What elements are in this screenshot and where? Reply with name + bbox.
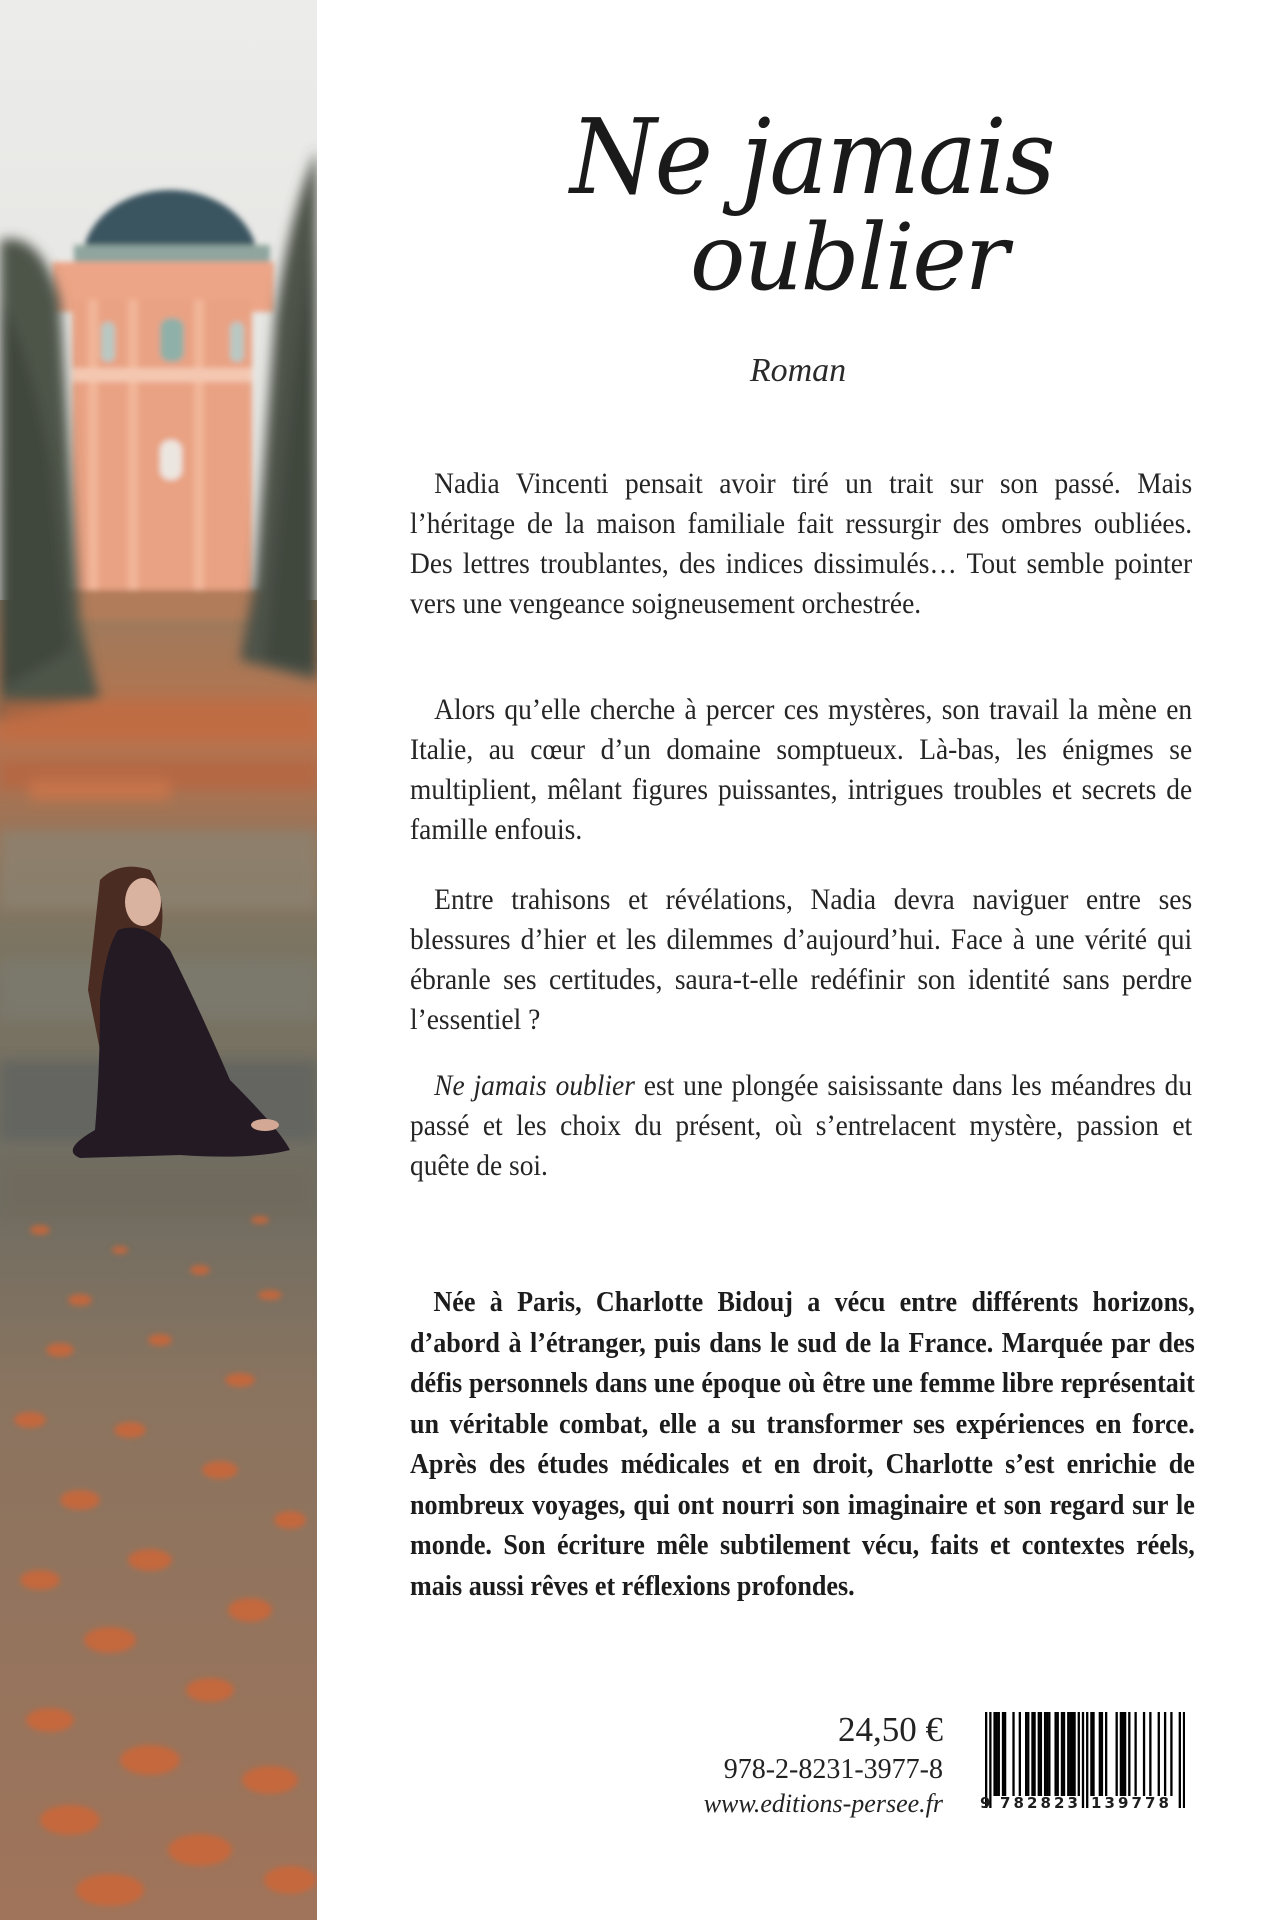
blurb-paragraph bbox=[410, 464, 1192, 624]
palace bbox=[52, 190, 274, 620]
barcode-bar bbox=[1073, 1712, 1075, 1796]
book-title-line2: oublier bbox=[690, 204, 1007, 311]
barcode-bar bbox=[1067, 1712, 1069, 1796]
barcode-bar bbox=[993, 1712, 995, 1796]
isbn: 978-2-8231-3977-8 bbox=[723, 1754, 943, 1785]
barcode-bar bbox=[998, 1712, 1000, 1796]
cover-photo bbox=[0, 0, 317, 1920]
barcode-bar bbox=[1164, 1712, 1166, 1796]
barcode-bar bbox=[1054, 1712, 1056, 1796]
barcode-bar bbox=[1061, 1712, 1063, 1796]
blurb-paragraph bbox=[410, 690, 1192, 850]
barcode-digit: 2 bbox=[1027, 1794, 1038, 1812]
barcode-bar bbox=[1090, 1712, 1092, 1796]
barcode-bar bbox=[1078, 1712, 1080, 1796]
barcode-digit: 7 bbox=[1000, 1794, 1011, 1812]
barcode-bar bbox=[1012, 1712, 1014, 1796]
barcode-bar bbox=[1040, 1712, 1042, 1796]
book-title-inline: Ne jamais oublier bbox=[434, 1070, 635, 1102]
barcode-digit: 9 bbox=[1118, 1794, 1129, 1812]
barcode-bar bbox=[1044, 1712, 1046, 1796]
barcode-digit: 3 bbox=[1067, 1794, 1078, 1812]
barcode-bar bbox=[1004, 1712, 1006, 1796]
barcode-bar bbox=[1170, 1712, 1172, 1796]
price: 24,50 € bbox=[838, 1710, 943, 1749]
barcode-digit: 3 bbox=[1104, 1794, 1115, 1812]
barcode-bar bbox=[1105, 1712, 1107, 1796]
book-title-line1: Ne jamais bbox=[570, 96, 1054, 218]
book-title bbox=[540, 96, 1060, 326]
barcode-digit: 8 bbox=[1040, 1794, 1051, 1812]
publisher-website: www.editions-persee.fr bbox=[703, 1789, 943, 1818]
barcode-digits bbox=[980, 1794, 1185, 1812]
author-bio: Née à Paris, Charlotte Bidouj a vécu entre différents horizons, d’abord à l’étranger, puis dans le sud de la France. Marquée par des défis personnels dans une époque où être une femme libre représentait un véritable combat, elle a su transformer ses expériences en force. Après des études médicales et en droit, Charlotte s’est enrichie de nombreux voyages, qui ont nourri son imaginaire et son regard sur le monde. Son écriture mêle subtilement vécu, faits et contextes réels, mais aussi rêves et réflexions profondes. bbox=[410, 1286, 1195, 1602]
barcode-bar bbox=[1071, 1712, 1073, 1796]
barcode-digit: 7 bbox=[1145, 1794, 1156, 1812]
barcode-bar bbox=[1124, 1712, 1126, 1796]
barcode-bar bbox=[1092, 1712, 1094, 1796]
blurb-text: Entre trahisons et révélations, Nadia devra naviguer entre ses blessures d’hier et les dilemmes d’aujourd’hui. Face à une vérité qui ébranle ses certitudes, saura-t-elle redéfinir son identité sans perdre l’essentiel ? bbox=[410, 884, 1193, 1036]
barcode-bar bbox=[1116, 1712, 1118, 1796]
barcode-bar bbox=[1025, 1712, 1027, 1796]
barcode-bar bbox=[1128, 1712, 1130, 1796]
barcode-bar bbox=[1134, 1712, 1136, 1796]
barcode-bar bbox=[1031, 1712, 1033, 1796]
barcode-bar bbox=[1069, 1712, 1071, 1796]
barcode-bar bbox=[1158, 1712, 1160, 1796]
barcode-bar bbox=[1101, 1712, 1103, 1796]
barcode-bar bbox=[1002, 1712, 1004, 1796]
barcode-digit: 2 bbox=[1054, 1794, 1065, 1812]
barcode-bar bbox=[1048, 1712, 1050, 1796]
barcode-bar bbox=[1099, 1712, 1101, 1796]
barcode-digit: 9 bbox=[980, 1794, 991, 1812]
barcode-bar bbox=[1143, 1712, 1145, 1796]
barcode-digit: 1 bbox=[1091, 1794, 1102, 1812]
barcode-bar bbox=[1149, 1712, 1151, 1796]
barcode-bar bbox=[1033, 1712, 1035, 1796]
barcode-digit: 8 bbox=[1013, 1794, 1024, 1812]
barcode-digit: 8 bbox=[1158, 1794, 1169, 1812]
barcode-bar bbox=[1038, 1712, 1040, 1796]
barcode-bar bbox=[1046, 1712, 1048, 1796]
blurb-text: est une plongée saisissante dans les méandres du passé et les choix du présent, où s’entrelacent mystère, passion et quête de soi. bbox=[410, 1070, 1193, 1182]
genre-label: Roman bbox=[749, 352, 847, 389]
barcode-digit: 7 bbox=[1131, 1794, 1142, 1812]
barcode-bar bbox=[1027, 1712, 1029, 1796]
barcode-bar bbox=[1019, 1712, 1021, 1796]
barcode-bar bbox=[996, 1712, 998, 1796]
blurb-text: Alors qu’elle cherche à percer ces mystères, son travail la mène en Italie, au cœur d’un domaine somptueux. Là-bas, les énigmes se multiplient, mêlant figures puissantes, intrigues troubles et secrets de famille enfouis. bbox=[410, 694, 1193, 846]
cover-photo-illustration bbox=[0, 0, 317, 1920]
barcode-bar bbox=[1120, 1712, 1122, 1796]
blurb-text: Nadia Vincenti pensait avoir tiré un trait sur son passé. Mais l’héritage de la maison familiale fait ressurgir des ombres oubliées. Des lettres troublantes, des indices dissimulés… Tout semble pointer vers une vengeance soigneusement orchestrée. bbox=[410, 468, 1193, 620]
barcode-bar bbox=[1057, 1712, 1059, 1796]
barcode-bar bbox=[1063, 1712, 1065, 1796]
barcode-bar bbox=[1122, 1712, 1124, 1796]
blurb-paragraph bbox=[410, 1066, 1192, 1186]
blurb-paragraph bbox=[410, 880, 1192, 1040]
publication-info bbox=[704, 1708, 943, 1820]
